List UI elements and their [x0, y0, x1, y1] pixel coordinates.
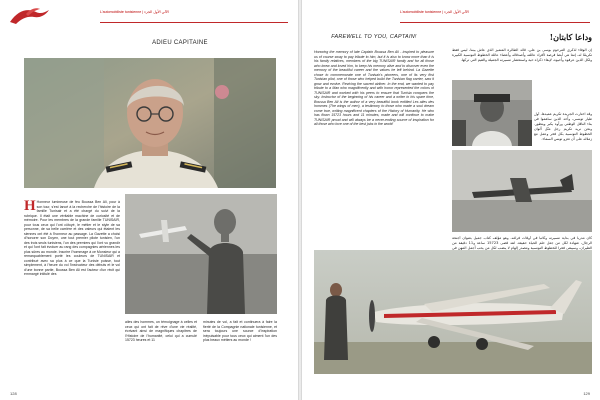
header-rule: [100, 22, 288, 23]
page-number: 129: [583, 391, 590, 396]
aircraft-in-flight-photo: [452, 150, 592, 232]
article-body-column-2: [125, 320, 197, 372]
article-body-arabic-top-text: إن الوفاء لذكرى المرحوم بوسى بن علي، قائد الطائرة المتميز الذي عاش بيننا، ليس فقط تكريمًا له، إنما هي أيضا فرصة لأفراد عائلته وأصدقائه وأعضاء عائلة الخطوط التونسية الكبيرة ولكل الذين عرفوه وأحبوه، لإبقاء ذكراه حية واستحضار مسيرته الجميلة والقيم التي تركها.: [452, 48, 592, 62]
left-page: [0, 0, 298, 400]
page-number: 128: [10, 391, 17, 396]
bird-logo-icon: [6, 4, 52, 28]
right-page: [302, 0, 600, 400]
article-body-arabic-bottom-text: كان مدربا في بداية مسيرته وكاتبا في أوقات فراغه، وهو مؤلف كتاب جميل بعنوان أجنحة الرجال، شهادة لكل من جعل حلم الحياة حقيقة. لقد قضى 15723 ساعة و11 دقيقة من الطيران، وسيبقى فخرا للخطوط التونسية ومصدر إلهام لا ينضب لكل من يحب أجمل المهن في: [452, 236, 592, 250]
page-header: L'automobiliste tunisienne | الآلي الأول الجزء: [100, 10, 169, 14]
cockpit-portrait-photo: [452, 80, 532, 146]
page-title-english: FAREWELL TO YOU, CAPTAIN!: [331, 34, 417, 40]
article-body-text-2: ailes des hommes, un témoignage à celles et ceux qui ont fait de rêve d'une vie réalité, écrivant ainsi de magnifiques chapitres de l'Histoire de l'humanité, celui qui a cumulé 15723 heures et 11: [125, 320, 197, 342]
article-body-arabic-mid-text: وقد اختارت الجريدة تكريم عميدها، أول طيار تونسي، وأحد الذين ساهموا في بناء الناقل الوطني ورأوه يكبر ويتطور. ونحن نريد تكريم رجل مثّل ألوان الخطوط التونسية بكل فخر وعمل مع زملائه على أن تغزو تونس السماء.: [534, 112, 592, 141]
pilot-with-model-plane-photo: [125, 194, 277, 314]
page-header: L'automobiliste tunisienne | الآلي الأول الجزء: [400, 10, 469, 14]
article-body-english-text: Honoring the memory of late Captain Boussa Ben Ali - inspired to pleasure us of course sway to pay tribute to him, but it is also to know more than it is his family relatives, members of the big TUNISAIR family and for all those who knew and loved him, to keep his memory alive and to discover even the memory of the beautiful career and the values he left behind. La Gazette chose to commemorate one of Tunisair's pioneers, one of its very first Tunisian pilot, one of those who helped build the Tunisian flag carrier, saw it grow and evolve. Reviving the sacred airliner. In the end, we wanted to pay tribute to a Man who magnificently and with honor represented the colors of TUNISAIR and worked with his peers to ensure that Tunisia conquers the sky. Instructor of the beginning of his career and a writer in his spare time, Boussa Ben Ali is the author of a very beautiful book entitled Les ailes des hommes (The wings of men), a testimony to those who made a soul dream come true, writing magnificent chapters of the History of Humanity. He who has flown 15723 hours and 11 minutes, made and will continue to make TUNISAIR proud and will always be a never-ending source of inspiration for all those who love one of the best jobs in the world!: [314, 50, 434, 126]
article-body-text-3: minutes de vol, a fait et continuera à faire la fierté de la Compagnie nationale tunisienne, et sera toujours une source d'inspiration inépuisable pour tous ceux qui aiment l'un des plus beaux métiers au monde !: [203, 320, 277, 342]
article-body-english: [314, 50, 434, 248]
page-title-arabic: وداعا كابتان!: [549, 32, 592, 42]
article-body-column-1: [24, 200, 120, 372]
article-body-column-3: [203, 320, 277, 372]
pilot-with-airplane-photo: [314, 250, 592, 374]
captain-portrait-photo: [24, 58, 276, 188]
page-title: ADIEU CAPITAINE: [152, 40, 208, 46]
dropcap-letter: H: [24, 200, 36, 214]
article-body-text-1: Honneur lumineuse de feu Boussa Ben Ali, pour à son tour, s'est lancé à la recherche de l'histoire de la famille Tunisair et a été chargé du suivi de la rubrique. Il était une véritable machine de curiosité et de mémoire. Pour les membres de la grande famille TUNISAIR, pour tous ceux qui l'ont côtoyé, le métier et le style de sa personne, de sa belle carrière et des valeurs qui étaient les siennes ont été à l'honneur au passage. La Gazette a choisi d'honorer son Doyen, une tout premier pilote tunisien, l'un des trois seuls tunisiens, l'un des premiers qui l'ont vu grandir et qui l'ont fait évoluer au rang des compagnies aériennes les plus sûres au monde. Inscrire l'hommage à ce Monsieur qui a remarquablement porté les couleurs de TUNISAIR et contribué avec sa plus à ce que la Tunisie puisse, tout simplement, à l'heure du vol l'instructeur des débuts et le vol d'une bonne partie, Boussa Ben Ali est l'auteur d'un récit qui emmargé intitulé des: [24, 200, 120, 276]
header-rule: [400, 22, 590, 23]
